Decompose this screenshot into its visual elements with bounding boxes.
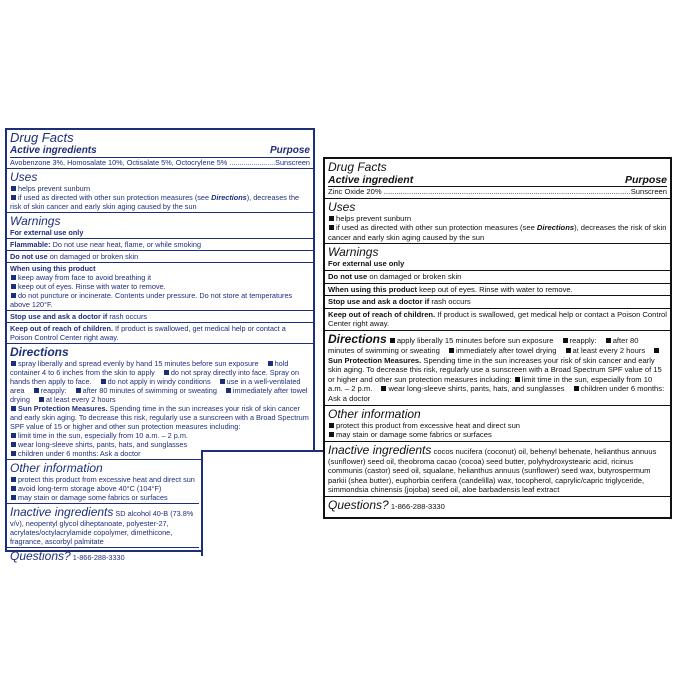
- inactive-ingredients-title: Inactive ingredients: [10, 505, 114, 519]
- uses-item: helps prevent sunburn: [328, 214, 667, 224]
- bullet-icon: [11, 451, 16, 456]
- other-info-item: avoid long-term storage above 40°C (104°F): [10, 484, 196, 493]
- other-info-section: [325, 406, 670, 442]
- other-info-title: Other information: [10, 461, 103, 475]
- active-purpose-text: Sunscreen: [275, 158, 310, 167]
- external-use-text: For external use only: [328, 259, 405, 269]
- inactive-ingredients-text: Inactive ingredients SD alcohol 40-B (73.8% v/v), neopentyl glycol diheptanoate, polyester-27, acrylates/octylacrylamide copolymer, dimethicone, fragrance, ascorbyl palmitate: [10, 505, 194, 546]
- bullet-icon: [220, 379, 225, 384]
- uses-section: [325, 199, 670, 245]
- when-using-item: keep out of eyes. Rinse with water to remove.: [10, 282, 310, 291]
- panel-notch: [201, 450, 323, 556]
- bullet-icon: [563, 338, 568, 343]
- bullet-icon: [11, 361, 16, 366]
- purpose-heading: Purpose: [269, 145, 310, 156]
- bullet-icon: [11, 477, 16, 482]
- bullet-icon: [34, 388, 39, 393]
- warnings-section: [7, 213, 313, 344]
- bullet-icon: [11, 186, 16, 191]
- when-using-heading: When using this product: [10, 264, 96, 273]
- do-not-use-text: Do not use on damaged or broken skin: [328, 271, 462, 281]
- questions-title: Questions?: [328, 498, 389, 513]
- questions-text: [10, 549, 196, 563]
- inactive-ingredients-title: Inactive ingredients: [328, 442, 432, 457]
- bullet-icon: [39, 397, 44, 402]
- active-purpose-header: [328, 174, 667, 187]
- questions-phone: 1-866-288-3330: [390, 502, 445, 512]
- purpose-heading: Purpose: [624, 174, 667, 186]
- bullet-icon: [11, 433, 16, 438]
- do-not-use-text: Do not use on damaged or broken skin: [10, 252, 139, 261]
- bullet-icon: [11, 486, 16, 491]
- bullet-icon: [11, 275, 16, 280]
- inactive-ingredients-text: Inactive ingredients cocos nucifera (coconut) oil, behenyl behenate, helianthus annuus (sunflower) seed oil, theobroma cacao (cocoa) seed butter, polyhydroxystearic acid, ricinus communis (castor) seed oil, squalane, helianthus annuus (sunflower) seed wax, butyrospermum parkii (shea butter), euphorbia cerifera (candelilla) wax, tocopherol, caprylic/capric triglyceride, simmondsia chinensis (jojoba) seed oil, aloe barbadensis leaf extract: [328, 442, 657, 495]
- directions-section: [7, 344, 313, 460]
- questions-text: [328, 498, 667, 512]
- keep-out-text: Keep out of reach of children. If product is swallowed, get medical help or contact a Poison Control Center right away.: [328, 309, 667, 329]
- other-info-item: may stain or damage some fabrics or surfaces: [328, 430, 667, 440]
- drug-facts-header: [7, 130, 313, 169]
- uses-item: if used as directed with other sun protection measures (see Directions), decreases the risk of skin cancer and early skin aging caused by the sun: [10, 193, 300, 211]
- bullet-icon: [381, 386, 386, 391]
- directions-section: [325, 331, 670, 406]
- bullet-icon: [329, 423, 334, 428]
- bullet-icon: [226, 388, 231, 393]
- drug-facts-panel-right: [323, 157, 672, 519]
- directions-text: Directions apply liberally 15 minutes before sun exposure reapply: after 80 minutes of swimming or sweating immediately after towel drying at least every 2 hours Sun Protection Measures. Spending time in the sun increases your risk of skin cancer and early skin aging. To decrease this risk, regularly use a sunscreen with a Broad Spectrum SPF value of 15 or higher and other sun protection measures including: limit time in the sun, especially from 10 a.m. – 2 p.m. wear long-sleeve shirts, pants, hats, and sunglasses children under 6 months: Ask a doctor: [328, 331, 665, 403]
- keep-out-line: [7, 322, 313, 342]
- warnings-title: Warnings: [10, 214, 61, 228]
- when-using-text: When using this product keep out of eyes. Rinse with water to remove.: [328, 284, 573, 294]
- directions-text: spray liberally and spread evenly by hand 15 minutes before sun exposure hold container 4 to 6 inches from the skin to apply do not spray directly into face. Spray on hands then apply to face. do not apply in windy conditions use in a well-ventilated area reapply: after 80 minutes of swimming or sweating immediately after towel drying at least every 2 hours: [10, 359, 308, 404]
- warnings-title: Warnings: [328, 245, 379, 260]
- bullet-icon: [574, 386, 579, 391]
- inactive-ingredients-section: [7, 504, 199, 548]
- bullet-icon: [329, 432, 334, 437]
- active-ingredient-text: Avobenzone 3%, Homosalate 10%, Octisalate 5%, Octocrylene 5% .....: [10, 158, 275, 167]
- keep-out-line: [325, 308, 670, 329]
- bullet-icon: [11, 495, 16, 500]
- uses-item: helps prevent sunburn: [10, 184, 310, 193]
- uses-title: Uses: [328, 199, 356, 214]
- questions-section: [7, 548, 199, 564]
- bullet-icon: [654, 348, 659, 353]
- when-using-item: do not puncture or incinerate. Contents under pressure. Do not store at temperatures above 120°F.: [10, 291, 293, 309]
- drug-facts-title: Drug Facts: [10, 130, 74, 145]
- bullet-icon: [566, 348, 571, 353]
- uses-item: if used as directed with other sun protection measures (see Directions), decreases the risk of skin cancer and early skin aging caused by the sun: [328, 223, 667, 242]
- inactive-ingredients-section: [325, 442, 670, 497]
- flammable-text: Flammable: Do not use near heat, flame, or while smoking: [10, 240, 202, 249]
- bullet-icon: [11, 293, 16, 298]
- do-not-use-line: [325, 270, 670, 282]
- external-use-text: For external use only: [10, 228, 84, 237]
- stop-use-line: [325, 295, 670, 307]
- questions-section: [325, 497, 670, 513]
- bullet-icon: [101, 379, 106, 384]
- other-info-title: Other information: [328, 406, 421, 421]
- drug-facts-title: Drug Facts: [328, 160, 387, 174]
- drug-facts-header: [325, 159, 670, 199]
- sun-protection-item: limit time in the sun, especially from 10 a.m. – 2 p.m.: [10, 431, 310, 440]
- active-purpose-text: Sunscreen: [630, 187, 667, 196]
- bullet-icon: [329, 216, 334, 221]
- flammable-line: [7, 238, 313, 249]
- bullet-icon: [164, 370, 169, 375]
- stop-use-text: Stop use and ask a doctor if rash occurs: [10, 312, 148, 321]
- bullet-icon: [76, 388, 81, 393]
- active-ingredients-heading: Active ingredients: [10, 145, 97, 156]
- bullet-icon: [11, 406, 16, 411]
- questions-phone: 1-866-288-3330: [72, 553, 125, 562]
- bullet-icon: [390, 338, 395, 343]
- sun-protection-item: children under 6 months: Ask a doctor: [10, 449, 310, 458]
- sun-protection-item: wear long-sleeve shirts, pants, hats, and sunglasses: [10, 440, 310, 449]
- bullet-icon: [268, 361, 273, 366]
- stop-use-text: Stop use and ask a doctor if rash occurs: [328, 297, 471, 307]
- other-info-item: may stain or damage some fabrics or surfaces: [10, 493, 196, 502]
- drug-facts-panel-left: [5, 128, 315, 563]
- when-using-line: [7, 262, 313, 309]
- stop-use-line: [7, 310, 313, 321]
- bullet-icon: [449, 348, 454, 353]
- other-info-section: [7, 460, 199, 504]
- active-purpose-header: [10, 145, 310, 158]
- bullet-icon: [515, 377, 520, 382]
- uses-title: Uses: [10, 170, 38, 184]
- bullet-icon: [11, 442, 16, 447]
- active-ingredient-row: [328, 187, 667, 197]
- bullet-icon: [606, 338, 611, 343]
- do-not-use-line: [7, 250, 313, 261]
- other-info-item: protect this product from excessive heat and direct sun: [328, 421, 667, 431]
- bullet-icon: [11, 195, 16, 200]
- when-using-item: keep away from face to avoid breathing it: [10, 273, 310, 282]
- directions-title: Directions: [10, 345, 69, 359]
- bullet-icon: [11, 284, 16, 289]
- warnings-section: [325, 244, 670, 331]
- other-info-item: protect this product from excessive heat and direct sun: [10, 475, 196, 484]
- active-ingredient-text: Zinc Oxide 20% .....: [328, 187, 631, 197]
- questions-title: Questions?: [10, 549, 71, 563]
- active-ingredient-row: [10, 158, 310, 167]
- sun-protection-text: Sun Protection Measures. Spending time in the sun increases your risk of skin cancer and early skin aging. To decrease this risk, regularly use a sunscreen with a Broad Spectrum SPF value of 15 or higher and other sun protection measures including:: [10, 404, 309, 431]
- when-using-line: [325, 283, 670, 295]
- uses-section: [7, 169, 313, 213]
- bullet-icon: [329, 225, 334, 230]
- active-ingredient-heading: Active ingredient: [328, 174, 414, 186]
- directions-title: Directions: [328, 331, 387, 346]
- keep-out-text: Keep out of reach of children. If product is swallowed, get medical help or contact a Poison Control Center right away.: [10, 324, 286, 342]
